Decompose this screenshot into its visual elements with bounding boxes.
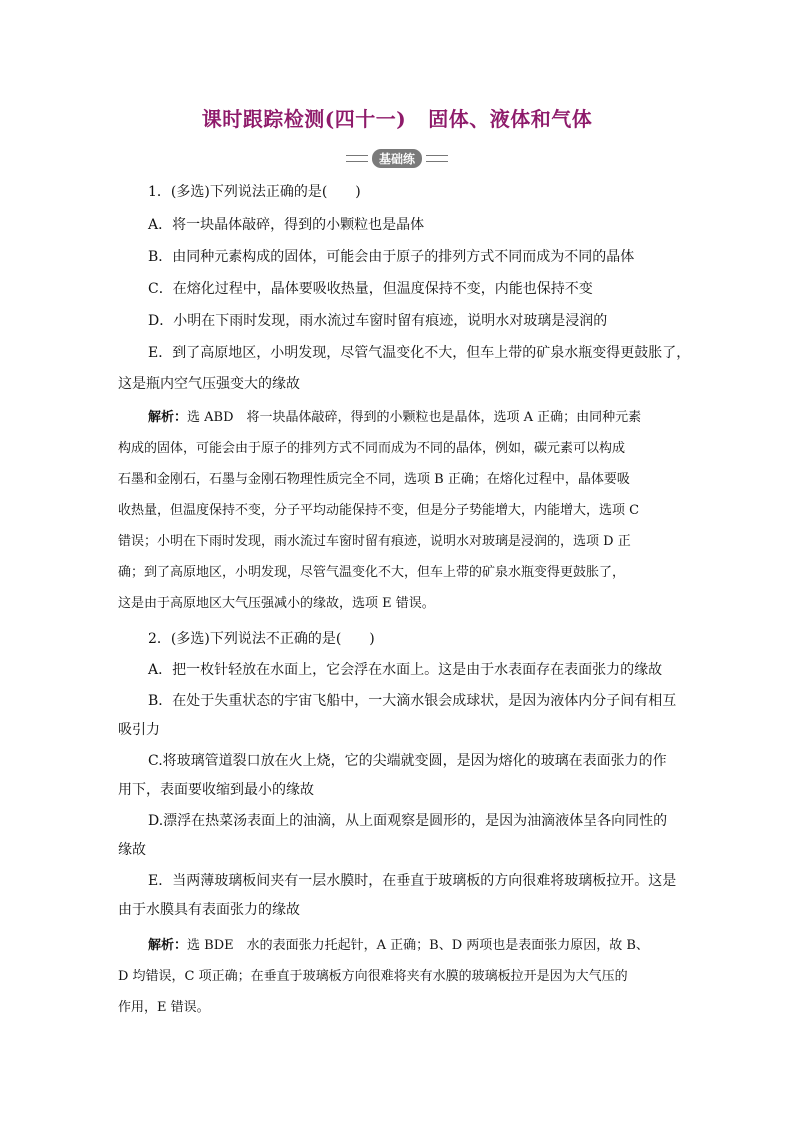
- question-1-stem: 1．(多选)下列说法正确的是( ): [148, 184, 361, 200]
- badge-rule-right: [426, 155, 448, 162]
- answer-1-line-6: 确；到了高原地区，小明发现，尽管气温变化不大，但车上带的矿泉水瓶变得更鼓胀了，: [118, 565, 626, 580]
- question-1-option-b: B．由同种元素构成的固体，可能会由于原子的排列方式不同而成为不同的晶体: [148, 249, 635, 265]
- question-2-option-d: [118, 811, 678, 860]
- title-subject: 固体、液体和气体: [428, 107, 593, 131]
- title-main: 课时跟踪检测(四十一): [201, 107, 407, 131]
- answer-1-line-1: 解析：选 ABD 将一块晶体敲碎，得到的小颗粒也是晶体，选项 A 正确；由同种元素: [148, 410, 642, 425]
- answer-2-line-1: 解析：选 BDE 水的表面张力托起针，A 正确；B、D 两项也是表面张力原因，故 B、: [148, 938, 649, 953]
- answer-1-line-3: 石墨和金刚石，石墨与金刚石物理性质完全不同，选项 B 正确；在熔化过程中，晶体要吸: [118, 472, 630, 487]
- question-1-option-e-line-2: 这是瓶内空气压强变大的缘故: [118, 376, 300, 392]
- question-2-option-d-line-2: 缘故: [118, 842, 146, 858]
- question-2-option-c-line-1: C.将玻璃管道裂口放在火上烧，它的尖端就变圆，是因为熔化的玻璃在表面张力的作: [148, 753, 667, 769]
- answer-2-label: 解析：: [148, 938, 188, 953]
- question-2-option-c-line-2: 用下，表面要收缩到最小的缘故: [118, 782, 314, 798]
- answer-1-line-7: 这是由于高原地区大气压强减小的缘故，选项 E 错误。: [118, 596, 435, 611]
- section-badge: [0, 149, 794, 168]
- section-label: 基础练: [372, 149, 422, 168]
- question-1-option-e-line-1: E．到了高原地区，小明发现，尽管气温变化不大，但车上带的矿泉水瓶变得更鼓胀了，: [148, 345, 691, 361]
- page-title: [0, 103, 794, 132]
- question-2-option-b-line-1: B．在处于失重状态的宇宙飞船中，一大滴水银会成球状，是因为液体内分子间有相互: [148, 693, 677, 709]
- question-2-answer: [118, 930, 678, 1023]
- question-2-option-c: [118, 751, 678, 800]
- question-content: [118, 182, 691, 1033]
- question-2-option-e-line-1: E．当两薄玻璃板间夹有一层水膜时，在垂直于玻璃板的方向很难将玻璃板拉开。这是: [148, 873, 677, 889]
- question-1-option-e: [118, 343, 691, 394]
- question-1-option-c: C．在熔化过程中，晶体要吸收热量，但温度保持不变，内能也保持不变: [148, 281, 593, 297]
- badge-rule-left: [346, 155, 368, 162]
- answer-1-line-4: 收热量，但温度保持不变，分子平均动能保持不变，但是分子势能增大，内能增大，选项 C: [118, 503, 640, 518]
- question-2-option-b: [118, 691, 678, 740]
- answer-1-line-2: 构成的固体，可能会由于原子的排列方式不同而成为不同的晶体，例如，碳元素可以构成: [118, 441, 626, 456]
- question-2-option-d-line-1: D.漂浮在热菜汤表面上的油滴，从上面观察是圆形的，是因为油滴液体呈各向同性的: [148, 813, 668, 829]
- answer-1-line-5: 错误；小明在下雨时发现，雨水流过车窗时留有痕迹，说明水对玻璃是浸润的，选项 D 正: [118, 534, 631, 549]
- question-1-answer: [118, 402, 678, 619]
- answer-1-label: 解析：: [148, 410, 188, 425]
- question-1-option-a: A．将一块晶体敲碎，得到的小颗粒也是晶体: [148, 217, 425, 233]
- answer-2-line-3: 作用，E 错误。: [118, 1000, 210, 1015]
- question-1-option-d: D．小明在下雨时发现，雨水流过车窗时留有痕迹，说明水对玻璃是浸润的: [148, 313, 608, 329]
- question-2-option-b-line-2: 吸引力: [118, 722, 160, 738]
- question-2-stem: 2．(多选)下列说法不正确的是( ): [148, 631, 375, 647]
- question-2-option-e-line-2: 由于水膜具有表面张力的缘故: [118, 902, 300, 918]
- question-2-option-e: [118, 871, 678, 920]
- answer-2-line-2: D 均错误，C 项正确；在垂直于玻璃板方向很难将夹有水膜的玻璃板拉开是因为大气压的: [118, 969, 628, 984]
- question-2-option-a: A．把一枚针轻放在水面上，它会浮在水面上。这是由于水表面存在表面张力的缘故: [148, 662, 663, 678]
